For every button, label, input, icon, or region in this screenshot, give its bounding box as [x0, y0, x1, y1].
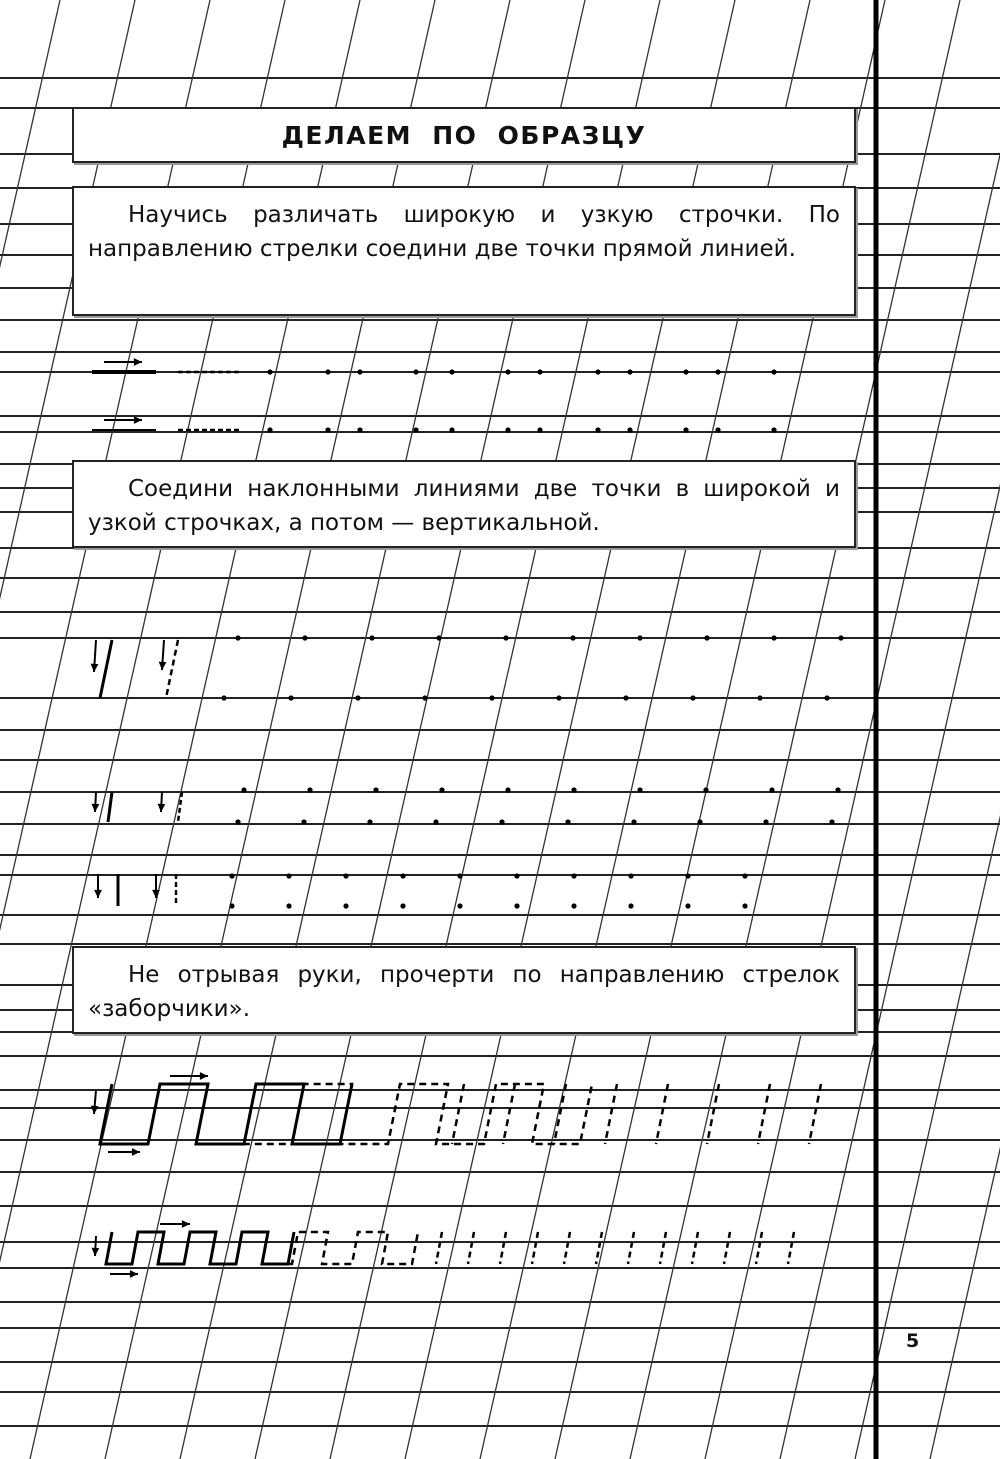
dot	[449, 427, 454, 432]
dot	[595, 369, 600, 374]
fence-post	[554, 1084, 566, 1144]
arrow-head	[91, 1106, 99, 1114]
arrow-head	[134, 416, 142, 424]
dot	[595, 427, 600, 432]
exercise-straight-lines	[92, 358, 777, 433]
fence-post	[564, 1232, 570, 1264]
sample-slant	[100, 640, 112, 698]
dot	[302, 635, 307, 640]
dot	[685, 903, 690, 908]
dot	[514, 903, 519, 908]
dot	[697, 819, 702, 824]
dot	[715, 427, 720, 432]
dot	[221, 695, 226, 700]
dot	[439, 787, 444, 792]
fence-post	[788, 1232, 794, 1264]
dot	[824, 695, 829, 700]
fence-line	[244, 1084, 592, 1144]
dot	[307, 787, 312, 792]
sample-slant	[108, 792, 112, 822]
dashed-slant	[166, 640, 178, 698]
dot	[627, 427, 632, 432]
dot	[683, 369, 688, 374]
fence-post	[656, 1084, 668, 1144]
arrow-head	[91, 664, 99, 672]
fence-line	[262, 1232, 418, 1264]
exercise-fences	[91, 1072, 821, 1278]
arrow-head	[152, 890, 160, 898]
dot	[355, 695, 360, 700]
dot	[637, 787, 642, 792]
dot	[771, 369, 776, 374]
dot	[400, 903, 405, 908]
dot	[571, 903, 576, 908]
dot	[235, 819, 240, 824]
fence-post	[436, 1232, 442, 1264]
page-title: ДЕЛАЕМ ПО ОБРАЗЦУ	[281, 120, 647, 150]
dot	[503, 635, 508, 640]
arrow-head	[159, 662, 167, 670]
dot	[623, 695, 628, 700]
task-text-3: Не отрывая руки, прочерти по направлению стрелок «заборчики».	[88, 962, 840, 1022]
exercise-slanted-lines	[91, 635, 844, 908]
dot	[241, 787, 246, 792]
task-text-2: Соедини наклонными линиями две точки в широкой и узкой строчках, а потом — вертикальной.	[88, 476, 840, 536]
dot	[571, 873, 576, 878]
arrow-head	[132, 1148, 140, 1156]
dot	[505, 787, 510, 792]
dot	[357, 369, 362, 374]
dot	[267, 369, 272, 374]
fence-post	[503, 1084, 515, 1144]
dot	[413, 427, 418, 432]
fence-post	[605, 1084, 617, 1144]
dot	[829, 819, 834, 824]
dot	[715, 369, 720, 374]
dot	[565, 819, 570, 824]
dot	[357, 427, 362, 432]
dot	[537, 369, 542, 374]
dot	[267, 427, 272, 432]
arrow-head	[182, 1220, 190, 1228]
dot	[771, 427, 776, 432]
dot	[489, 695, 494, 700]
dot	[400, 873, 405, 878]
dot	[742, 903, 747, 908]
dot	[637, 635, 642, 640]
dot	[763, 819, 768, 824]
page-number: 5	[906, 1330, 920, 1352]
dot	[286, 903, 291, 908]
dot	[771, 635, 776, 640]
dot	[537, 427, 542, 432]
dot	[369, 635, 374, 640]
fence-post	[532, 1232, 538, 1264]
task-text-1: Научись различать широкую и узкую строчки. По направлению стрелки соедини две точки прямой линией.	[88, 202, 840, 262]
fence-post	[756, 1232, 762, 1264]
fence-post	[809, 1084, 821, 1144]
dot	[769, 787, 774, 792]
dot	[703, 787, 708, 792]
dot	[229, 903, 234, 908]
arrow-head	[91, 1248, 99, 1256]
dot	[325, 369, 330, 374]
dot	[838, 635, 843, 640]
fence-post	[692, 1232, 698, 1264]
dot	[235, 635, 240, 640]
dot	[742, 873, 747, 878]
dot	[367, 819, 372, 824]
dot	[499, 819, 504, 824]
dot	[571, 787, 576, 792]
dot	[413, 369, 418, 374]
dot	[704, 635, 709, 640]
dot	[835, 787, 840, 792]
arrow-head	[134, 358, 142, 366]
title-box	[72, 107, 856, 163]
dot	[449, 369, 454, 374]
dot	[690, 695, 695, 700]
arrow-head	[91, 804, 99, 812]
dot	[628, 903, 633, 908]
dot	[229, 873, 234, 878]
fence-post	[660, 1232, 666, 1264]
fence-post	[758, 1084, 770, 1144]
fence-post	[628, 1232, 634, 1264]
dot	[570, 635, 575, 640]
dot	[373, 787, 378, 792]
dot	[757, 695, 762, 700]
dot	[288, 695, 293, 700]
dot	[457, 873, 462, 878]
dot	[627, 369, 632, 374]
dot	[436, 635, 441, 640]
fence-post	[596, 1232, 602, 1264]
dot	[628, 873, 633, 878]
arrow-head	[94, 890, 102, 898]
dot	[505, 427, 510, 432]
dot	[505, 369, 510, 374]
fence-post	[468, 1232, 474, 1264]
dot	[556, 695, 561, 700]
arrow-head	[130, 1270, 138, 1278]
dot	[457, 903, 462, 908]
task-box-2	[72, 460, 856, 548]
dot	[343, 903, 348, 908]
dot	[631, 819, 636, 824]
fence-post	[452, 1084, 464, 1144]
dot	[683, 427, 688, 432]
dot	[286, 873, 291, 878]
arrow-head	[157, 804, 165, 812]
dot	[685, 873, 690, 878]
fence-post	[500, 1232, 506, 1264]
dot	[343, 873, 348, 878]
fence-post	[724, 1232, 730, 1264]
dot	[514, 873, 519, 878]
arrow-head	[200, 1072, 208, 1080]
fence-line	[100, 1084, 352, 1144]
dot	[325, 427, 330, 432]
dot	[301, 819, 306, 824]
dot	[433, 819, 438, 824]
task-box-1	[72, 186, 856, 316]
dot	[422, 695, 427, 700]
task-box-3	[72, 946, 856, 1034]
